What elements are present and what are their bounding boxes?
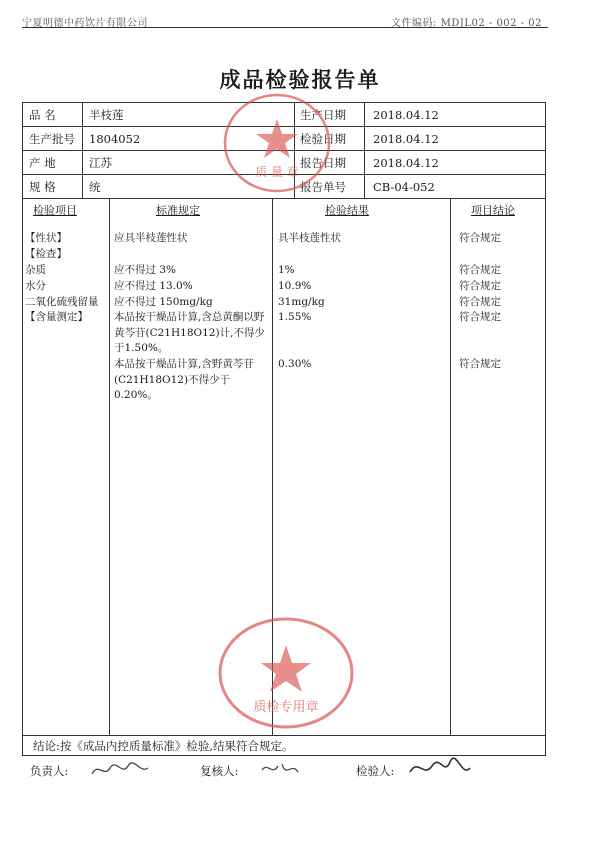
item-label: 【含量测定】 [25, 311, 88, 323]
standard-text: 本品按干燥品计算,含总黄酮以野黄芩苷(C21H18O12)计,不得少于1.50%。 [114, 311, 265, 354]
item-label: 杂质 [25, 264, 46, 276]
inspector-label: 检验人: [356, 764, 395, 778]
result-text: 具半枝莲性状 [278, 232, 341, 244]
column-header-standard: 标准规定 [156, 204, 200, 217]
column-divider [109, 199, 110, 735]
inspection-seal-stamp [215, 615, 357, 731]
standard-text: 本品按干燥品计算,含野黄芩苷(C21H18O12)不得少于 0.20%。 [114, 358, 254, 401]
label-batch-number: 生产批号 [23, 127, 83, 151]
reviewer-label: 复核人: [200, 764, 239, 778]
column-header-conclusion: 项目结论 [471, 204, 515, 217]
company-header: 宁夏明德中药饮片有限公司 [22, 18, 148, 29]
conclusion-text: 符合规定 [459, 296, 501, 308]
item-label: 【性状】 [25, 232, 67, 244]
report-table [22, 102, 546, 756]
value-report-number: CB-04-052 [373, 180, 435, 194]
inspector-signature [408, 756, 472, 786]
value-origin: 江苏 [83, 151, 295, 175]
svg-text:质 量 章: 质 量 章 [255, 165, 299, 179]
value-production-date: 2018.04.12 [373, 108, 439, 122]
column-header-item: 检验项目 [33, 204, 77, 217]
conclusion-text: 符合规定 [459, 232, 501, 244]
result-text: 0.30% [278, 358, 312, 370]
label-report-number: 报告单号 [295, 175, 365, 199]
conclusion-text: 符合规定 [459, 311, 501, 323]
label-report-date: 报告日期 [295, 151, 365, 175]
svg-text:质检专用章: 质检专用章 [253, 700, 319, 715]
standard-text: 应不得过 13.0% [114, 280, 193, 292]
standard-text: 应具半枝莲性状 [114, 232, 188, 244]
column-header-result: 检验结果 [325, 204, 369, 217]
standard-text: 应不得过 3% [114, 264, 176, 276]
result-text: 10.9% [278, 280, 312, 292]
item-label: 【检查】 [25, 248, 67, 260]
item-label: 水分 [25, 280, 46, 292]
label-origin: 产 地 [23, 151, 83, 175]
conclusion-text: 结论:按《成品内控质量标准》检验,结果符合规定。 [23, 735, 545, 756]
result-text: 1.55% [278, 311, 312, 323]
conclusion-text: 符合规定 [459, 264, 501, 276]
value-batch-number: 1804052 [83, 127, 295, 151]
value-inspection-date: 2018.04.12 [373, 132, 439, 146]
header-rule [22, 27, 548, 28]
responsible-signature [90, 760, 150, 784]
responsible-label: 负责人: [30, 764, 69, 778]
item-label: 二氧化硫残留量 [25, 296, 99, 308]
column-divider [450, 199, 451, 735]
conclusion-text: 符合规定 [459, 280, 501, 292]
label-production-date: 生产日期 [295, 103, 365, 127]
value-product-name: 半枝莲 [83, 103, 295, 127]
label-specification: 规 格 [23, 175, 83, 199]
label-inspection-date: 检验日期 [295, 127, 365, 151]
result-text: 31mg/kg [278, 296, 325, 308]
standard-text: 应不得过 150mg/kg [114, 296, 213, 308]
report-title: 成品检验报告单 [219, 67, 381, 92]
result-text: 1% [278, 264, 295, 276]
value-report-date: 2018.04.12 [373, 156, 439, 170]
quality-seal-stamp [221, 91, 333, 195]
document-number: 文件编码: MDJL02 - 002 - 02 [391, 18, 542, 29]
conclusion-text: 符合规定 [459, 358, 501, 370]
reviewer-signature [260, 760, 300, 784]
label-product-name: 品 名 [23, 103, 83, 127]
value-specification: 统 [83, 175, 295, 199]
